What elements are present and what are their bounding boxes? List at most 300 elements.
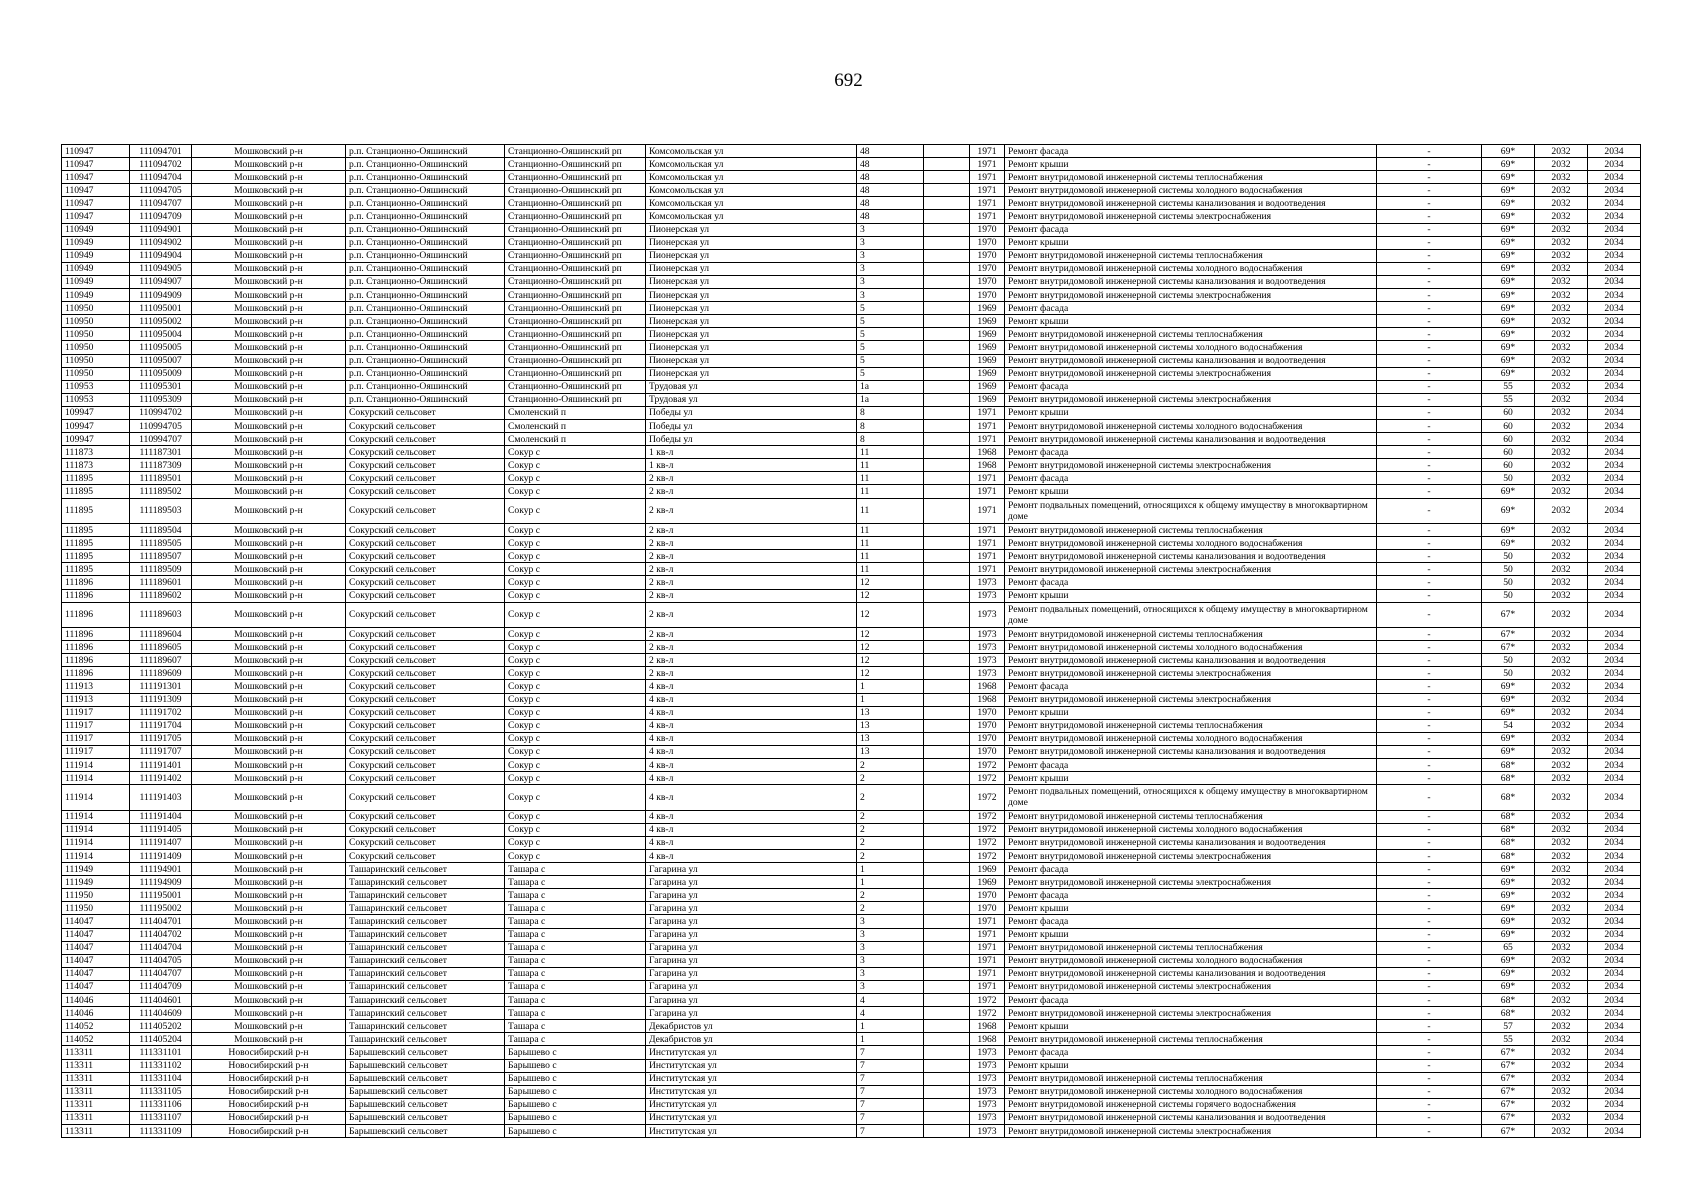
- cell-settlement: Сокур с: [505, 759, 646, 772]
- cell-work-type: Ремонт крыши: [1005, 772, 1377, 785]
- cell-plan-start-year: 2032: [1535, 223, 1588, 236]
- cell-work-type: Ремонт внутридомовой инженерной системы электроснабжения: [1005, 393, 1377, 406]
- cell-house-number: 48: [857, 145, 924, 158]
- cell-settlement: Барышево с: [505, 1111, 646, 1124]
- table-row: [62, 563, 1641, 576]
- cell-municipality: Сокурский сельсовет: [346, 406, 505, 419]
- cell-cost: -: [1377, 328, 1482, 341]
- cell-settlement: Сокур с: [505, 498, 646, 524]
- cell-plan-start-year: 2032: [1535, 380, 1588, 393]
- cell-house-id: 111914: [62, 759, 130, 772]
- cell-wear-percent: 69*: [1482, 915, 1535, 928]
- cell-cost: -: [1377, 563, 1482, 576]
- cell-work-type: Ремонт крыши: [1005, 315, 1377, 328]
- cell-cost: -: [1377, 446, 1482, 459]
- cell-wear-percent: 67*: [1482, 602, 1535, 628]
- cell-work-type: Ремонт внутридомовой инженерной системы теплоснабжения: [1005, 171, 1377, 184]
- cell-plan-start-year: 2032: [1535, 341, 1588, 354]
- cell-plan-start-year: 2032: [1535, 745, 1588, 758]
- cell-plan-end-year: 2034: [1588, 197, 1641, 210]
- cell-street: 1 кв-л: [646, 446, 857, 459]
- cell-wear-percent: 50: [1482, 563, 1535, 576]
- cell-wear-percent: 69*: [1482, 210, 1535, 223]
- cell-plan-start-year: 2032: [1535, 289, 1588, 302]
- table-row: [62, 876, 1641, 889]
- table-row: [62, 262, 1641, 275]
- cell-district: Мошковский р-н: [192, 876, 346, 889]
- cell-work-id: 111189501: [130, 472, 192, 485]
- cell-settlement: Сокур с: [505, 823, 646, 836]
- cell-house-id: 110949: [62, 236, 130, 249]
- cell-work-id: 111094902: [130, 236, 192, 249]
- cell-district: Мошковский р-н: [192, 693, 346, 706]
- cell-plan-end-year: 2034: [1588, 810, 1641, 823]
- cell-municipality: Сокурский сельсовет: [346, 850, 505, 863]
- cell-work-id: 111191705: [130, 732, 192, 745]
- cell-municipality: Сокурский сельсовет: [346, 785, 505, 811]
- cell-cost: -: [1377, 693, 1482, 706]
- cell-cost: -: [1377, 393, 1482, 406]
- cell-municipality: р.п. Станционно-Ояшинский: [346, 158, 505, 171]
- cell-house-id: 111896: [62, 589, 130, 602]
- cell-wear-percent: 55: [1482, 1033, 1535, 1046]
- cell-street: Комсомольская ул: [646, 184, 857, 197]
- cell-street: Гагарина ул: [646, 876, 857, 889]
- cell-municipality: Ташаринский сельсовет: [346, 1007, 505, 1020]
- cell-work-id: 111194901: [130, 863, 192, 876]
- cell-work-type: Ремонт внутридомовой инженерной системы холодного водоснабжения: [1005, 732, 1377, 745]
- cell-wear-percent: 69*: [1482, 184, 1535, 197]
- cell-house-id: 114047: [62, 967, 130, 980]
- cell-work-type: Ремонт подвальных помещений, относящихся к общему имуществу в многоквартирном доме: [1005, 498, 1377, 524]
- cell-wear-percent: 69*: [1482, 876, 1535, 889]
- cell-district: Новосибирский р-н: [192, 1059, 346, 1072]
- cell-street: 4 кв-л: [646, 706, 857, 719]
- cell-district: Мошковский р-н: [192, 524, 346, 537]
- cell-plan-end-year: 2034: [1588, 602, 1641, 628]
- cell-cost: -: [1377, 732, 1482, 745]
- table-row: [62, 745, 1641, 758]
- cell-plan-end-year: 2034: [1588, 472, 1641, 485]
- cell-wear-percent: 69*: [1482, 928, 1535, 941]
- table-row: [62, 810, 1641, 823]
- cell-plan-end-year: 2034: [1588, 1111, 1641, 1124]
- cell-house-id: 109947: [62, 419, 130, 432]
- cell-settlement: Барышево с: [505, 1085, 646, 1098]
- cell-district: Мошковский р-н: [192, 302, 346, 315]
- cell-house-number: 2: [857, 889, 924, 902]
- cell-build-year: 1972: [970, 810, 1005, 823]
- cell-house-number: 3: [857, 980, 924, 993]
- cell-settlement: Сокур с: [505, 641, 646, 654]
- cell-work-type: Ремонт фасада: [1005, 446, 1377, 459]
- cell-municipality: Сокурский сельсовет: [346, 446, 505, 459]
- cell-cost: -: [1377, 810, 1482, 823]
- cell-house-number: 3: [857, 289, 924, 302]
- cell-build-year: 1973: [970, 1046, 1005, 1059]
- cell-house-id: 111914: [62, 836, 130, 849]
- cell-plan-start-year: 2032: [1535, 145, 1588, 158]
- cell-plan-start-year: 2032: [1535, 537, 1588, 550]
- cell-house-id: 111917: [62, 706, 130, 719]
- cell-house-number: 2: [857, 850, 924, 863]
- cell-house-id: 111949: [62, 863, 130, 876]
- cell-municipality: Сокурский сельсовет: [346, 772, 505, 785]
- cell-plan-start-year: 2032: [1535, 472, 1588, 485]
- cell-house-id: 114047: [62, 954, 130, 967]
- cell-district: Мошковский р-н: [192, 680, 346, 693]
- cell-building: [924, 759, 970, 772]
- cell-district: Мошковский р-н: [192, 967, 346, 980]
- cell-plan-end-year: 2034: [1588, 1033, 1641, 1046]
- cell-plan-end-year: 2034: [1588, 262, 1641, 275]
- cell-work-type: Ремонт внутридомовой инженерной системы холодного водоснабжения: [1005, 419, 1377, 432]
- cell-house-number: 11: [857, 446, 924, 459]
- cell-work-id: 111094909: [130, 289, 192, 302]
- cell-municipality: Сокурский сельсовет: [346, 433, 505, 446]
- table-row: [62, 836, 1641, 849]
- cell-build-year: 1971: [970, 498, 1005, 524]
- cell-plan-start-year: 2032: [1535, 406, 1588, 419]
- cell-building: [924, 928, 970, 941]
- cell-work-type: Ремонт крыши: [1005, 928, 1377, 941]
- cell-settlement: Барышево с: [505, 1098, 646, 1111]
- cell-house-id: 109947: [62, 433, 130, 446]
- cell-house-number: 8: [857, 419, 924, 432]
- cell-house-number: 7: [857, 1059, 924, 1072]
- table-row: [62, 485, 1641, 498]
- cell-street: 2 кв-л: [646, 550, 857, 563]
- cell-build-year: 1971: [970, 967, 1005, 980]
- cell-building: [924, 459, 970, 472]
- table-row: [62, 772, 1641, 785]
- cell-plan-end-year: 2034: [1588, 236, 1641, 249]
- cell-house-id: 111896: [62, 628, 130, 641]
- cell-street: Гагарина ул: [646, 1007, 857, 1020]
- cell-district: Мошковский р-н: [192, 941, 346, 954]
- cell-plan-start-year: 2032: [1535, 328, 1588, 341]
- cell-district: Мошковский р-н: [192, 732, 346, 745]
- cell-municipality: Сокурский сельсовет: [346, 759, 505, 772]
- cell-municipality: Сокурский сельсовет: [346, 550, 505, 563]
- cell-district: Мошковский р-н: [192, 954, 346, 967]
- cell-plan-end-year: 2034: [1588, 393, 1641, 406]
- cell-district: Мошковский р-н: [192, 1007, 346, 1020]
- cell-wear-percent: 54: [1482, 719, 1535, 732]
- cell-work-type: Ремонт фасада: [1005, 680, 1377, 693]
- cell-build-year: 1970: [970, 289, 1005, 302]
- cell-plan-start-year: 2032: [1535, 954, 1588, 967]
- cell-cost: -: [1377, 380, 1482, 393]
- cell-building: [924, 602, 970, 628]
- cell-district: Новосибирский р-н: [192, 1072, 346, 1085]
- cell-plan-start-year: 2032: [1535, 485, 1588, 498]
- cell-building: [924, 275, 970, 288]
- cell-cost: -: [1377, 197, 1482, 210]
- cell-street: 4 кв-л: [646, 732, 857, 745]
- cell-building: [924, 380, 970, 393]
- cell-plan-start-year: 2032: [1535, 1046, 1588, 1059]
- cell-settlement: Ташара с: [505, 967, 646, 980]
- cell-municipality: Ташаринский сельсовет: [346, 915, 505, 928]
- cell-plan-end-year: 2034: [1588, 850, 1641, 863]
- cell-district: Мошковский р-н: [192, 1033, 346, 1046]
- cell-settlement: Сокур с: [505, 836, 646, 849]
- table-row: [62, 328, 1641, 341]
- table-row: [62, 406, 1641, 419]
- cell-work-type: Ремонт фасада: [1005, 302, 1377, 315]
- cell-house-id: 110949: [62, 262, 130, 275]
- cell-plan-start-year: 2032: [1535, 184, 1588, 197]
- cell-plan-start-year: 2032: [1535, 693, 1588, 706]
- cell-house-number: 3: [857, 941, 924, 954]
- cell-wear-percent: 69*: [1482, 485, 1535, 498]
- cell-work-type: Ремонт внутридомовой инженерной системы теплоснабжения: [1005, 628, 1377, 641]
- cell-building: [924, 576, 970, 589]
- cell-house-number: 2: [857, 810, 924, 823]
- cell-work-id: 110994702: [130, 406, 192, 419]
- cell-work-id: 111095007: [130, 354, 192, 367]
- cell-house-id: 111873: [62, 446, 130, 459]
- cell-settlement: Ташара с: [505, 980, 646, 993]
- cell-building: [924, 836, 970, 849]
- cell-building: [924, 158, 970, 171]
- cell-cost: -: [1377, 485, 1482, 498]
- cell-settlement: Станционно-Ояшинский рп: [505, 158, 646, 171]
- cell-house-id: 110947: [62, 197, 130, 210]
- cell-work-type: Ремонт фасада: [1005, 915, 1377, 928]
- cell-district: Мошковский р-н: [192, 1020, 346, 1033]
- cell-cost: -: [1377, 745, 1482, 758]
- cell-settlement: Сокур с: [505, 706, 646, 719]
- cell-house-number: 1: [857, 1020, 924, 1033]
- cell-cost: -: [1377, 1085, 1482, 1098]
- cell-work-id: 111189505: [130, 537, 192, 550]
- cell-house-number: 7: [857, 1098, 924, 1111]
- cell-cost: -: [1377, 915, 1482, 928]
- cell-wear-percent: 60: [1482, 459, 1535, 472]
- cell-building: [924, 941, 970, 954]
- cell-settlement: Станционно-Ояшинский рп: [505, 145, 646, 158]
- cell-work-id: 111191309: [130, 693, 192, 706]
- cell-plan-end-year: 2034: [1588, 589, 1641, 602]
- cell-cost: -: [1377, 759, 1482, 772]
- cell-house-id: 114047: [62, 928, 130, 941]
- cell-municipality: Ташаринский сельсовет: [346, 954, 505, 967]
- table-row: [62, 576, 1641, 589]
- cell-wear-percent: 68*: [1482, 1007, 1535, 1020]
- cell-district: Мошковский р-н: [192, 354, 346, 367]
- cell-plan-end-year: 2034: [1588, 158, 1641, 171]
- cell-plan-start-year: 2032: [1535, 498, 1588, 524]
- cell-plan-end-year: 2034: [1588, 249, 1641, 262]
- table-row: [62, 889, 1641, 902]
- cell-district: Мошковский р-н: [192, 275, 346, 288]
- cell-municipality: р.п. Станционно-Ояшинский: [346, 262, 505, 275]
- cell-house-id: 111949: [62, 876, 130, 889]
- cell-house-id: 110950: [62, 315, 130, 328]
- cell-house-id: 110949: [62, 223, 130, 236]
- cell-build-year: 1973: [970, 641, 1005, 654]
- cell-cost: -: [1377, 928, 1482, 941]
- cell-house-number: 5: [857, 354, 924, 367]
- cell-house-id: 113311: [62, 1098, 130, 1111]
- cell-plan-start-year: 2032: [1535, 315, 1588, 328]
- cell-street: Комсомольская ул: [646, 171, 857, 184]
- cell-house-id: 111895: [62, 537, 130, 550]
- table-row: [62, 1124, 1641, 1137]
- cell-cost: -: [1377, 433, 1482, 446]
- cell-plan-start-year: 2032: [1535, 836, 1588, 849]
- cell-municipality: Ташаринский сельсовет: [346, 967, 505, 980]
- cell-work-type: Ремонт внутридомовой инженерной системы электроснабжения: [1005, 1007, 1377, 1020]
- cell-house-id: 111913: [62, 693, 130, 706]
- cell-settlement: Ташара с: [505, 889, 646, 902]
- table-row: [62, 249, 1641, 262]
- table-row: [62, 1098, 1641, 1111]
- cell-work-type: Ремонт внутридомовой инженерной системы электроснабжения: [1005, 289, 1377, 302]
- cell-plan-end-year: 2034: [1588, 315, 1641, 328]
- cell-plan-end-year: 2034: [1588, 576, 1641, 589]
- cell-building: [924, 1020, 970, 1033]
- cell-building: [924, 954, 970, 967]
- cell-district: Мошковский р-н: [192, 785, 346, 811]
- cell-build-year: 1971: [970, 433, 1005, 446]
- cell-house-number: 48: [857, 184, 924, 197]
- cell-house-id: 114047: [62, 915, 130, 928]
- cell-building: [924, 654, 970, 667]
- cell-work-id: 111331109: [130, 1124, 192, 1137]
- cell-district: Мошковский р-н: [192, 498, 346, 524]
- cell-building: [924, 889, 970, 902]
- cell-street: Пионерская ул: [646, 328, 857, 341]
- cell-house-id: 110949: [62, 289, 130, 302]
- cell-cost: -: [1377, 902, 1482, 915]
- cell-work-id: 111191409: [130, 850, 192, 863]
- cell-street: Гагарина ул: [646, 928, 857, 941]
- cell-municipality: Сокурский сельсовет: [346, 810, 505, 823]
- cell-plan-start-year: 2032: [1535, 589, 1588, 602]
- cell-district: Мошковский р-н: [192, 249, 346, 262]
- cell-wear-percent: 69*: [1482, 367, 1535, 380]
- cell-street: 4 кв-л: [646, 810, 857, 823]
- cell-plan-end-year: 2034: [1588, 836, 1641, 849]
- cell-house-id: 110947: [62, 171, 130, 184]
- table-row: [62, 498, 1641, 524]
- cell-cost: -: [1377, 836, 1482, 849]
- cell-house-id: 111917: [62, 719, 130, 732]
- cell-district: Мошковский р-н: [192, 576, 346, 589]
- cell-municipality: Сокурский сельсовет: [346, 628, 505, 641]
- cell-wear-percent: 69*: [1482, 863, 1535, 876]
- cell-district: Мошковский р-н: [192, 236, 346, 249]
- cell-plan-end-year: 2034: [1588, 171, 1641, 184]
- cell-house-id: 111914: [62, 850, 130, 863]
- cell-plan-start-year: 2032: [1535, 1085, 1588, 1098]
- cell-house-id: 111873: [62, 459, 130, 472]
- cell-street: Трудовая ул: [646, 380, 857, 393]
- cell-street: Институтская ул: [646, 1098, 857, 1111]
- cell-plan-start-year: 2032: [1535, 994, 1588, 1007]
- cell-work-type: Ремонт внутридомовой инженерной системы электроснабжения: [1005, 667, 1377, 680]
- cell-building: [924, 393, 970, 406]
- cell-street: 4 кв-л: [646, 785, 857, 811]
- cell-cost: -: [1377, 1124, 1482, 1137]
- table-row: [62, 367, 1641, 380]
- cell-plan-start-year: 2032: [1535, 249, 1588, 262]
- cell-plan-start-year: 2032: [1535, 719, 1588, 732]
- table-row: [62, 446, 1641, 459]
- table-row: [62, 145, 1641, 158]
- cell-settlement: Сокур с: [505, 563, 646, 576]
- cell-district: Мошковский р-н: [192, 745, 346, 758]
- cell-street: 2 кв-л: [646, 667, 857, 680]
- cell-cost: -: [1377, 706, 1482, 719]
- cell-municipality: Сокурский сельсовет: [346, 836, 505, 849]
- cell-build-year: 1972: [970, 772, 1005, 785]
- cell-district: Мошковский р-н: [192, 380, 346, 393]
- cell-building: [924, 171, 970, 184]
- table-row: [62, 419, 1641, 432]
- cell-cost: -: [1377, 184, 1482, 197]
- cell-work-id: 111189607: [130, 654, 192, 667]
- cell-district: Мошковский р-н: [192, 367, 346, 380]
- cell-street: Гагарина ул: [646, 994, 857, 1007]
- cell-building: [924, 262, 970, 275]
- cell-building: [924, 1059, 970, 1072]
- cell-build-year: 1972: [970, 1007, 1005, 1020]
- cell-work-type: Ремонт крыши: [1005, 1059, 1377, 1072]
- cell-plan-end-year: 2034: [1588, 354, 1641, 367]
- cell-house-id: 111895: [62, 550, 130, 563]
- cell-work-id: 111189603: [130, 602, 192, 628]
- cell-house-id: 110950: [62, 367, 130, 380]
- cell-district: Мошковский р-н: [192, 446, 346, 459]
- cell-wear-percent: 69*: [1482, 328, 1535, 341]
- cell-house-id: 114052: [62, 1020, 130, 1033]
- cell-plan-end-year: 2034: [1588, 446, 1641, 459]
- cell-plan-start-year: 2032: [1535, 863, 1588, 876]
- cell-house-id: 111896: [62, 654, 130, 667]
- cell-plan-start-year: 2032: [1535, 1033, 1588, 1046]
- cell-municipality: Ташаринский сельсовет: [346, 902, 505, 915]
- cell-municipality: Сокурский сельсовет: [346, 459, 505, 472]
- cell-build-year: 1970: [970, 275, 1005, 288]
- cell-work-type: Ремонт внутридомовой инженерной системы теплоснабжения: [1005, 524, 1377, 537]
- cell-plan-start-year: 2032: [1535, 732, 1588, 745]
- cell-building: [924, 902, 970, 915]
- cell-work-id: 111189507: [130, 550, 192, 563]
- cell-settlement: Ташара с: [505, 915, 646, 928]
- table-row: [62, 654, 1641, 667]
- cell-building: [924, 210, 970, 223]
- cell-street: Победы ул: [646, 419, 857, 432]
- cell-municipality: Ташаринский сельсовет: [346, 1033, 505, 1046]
- cell-cost: -: [1377, 876, 1482, 889]
- cell-municipality: Сокурский сельсовет: [346, 419, 505, 432]
- cell-cost: -: [1377, 1098, 1482, 1111]
- cell-settlement: Сокур с: [505, 446, 646, 459]
- cell-house-id: 110947: [62, 210, 130, 223]
- cell-house-id: 114047: [62, 980, 130, 993]
- table-row: [62, 732, 1641, 745]
- cell-work-type: Ремонт внутридомовой инженерной системы теплоснабжения: [1005, 328, 1377, 341]
- table-row: [62, 315, 1641, 328]
- cell-street: 4 кв-л: [646, 759, 857, 772]
- cell-building: [924, 249, 970, 262]
- cell-house-id: 111914: [62, 772, 130, 785]
- cell-wear-percent: 55: [1482, 380, 1535, 393]
